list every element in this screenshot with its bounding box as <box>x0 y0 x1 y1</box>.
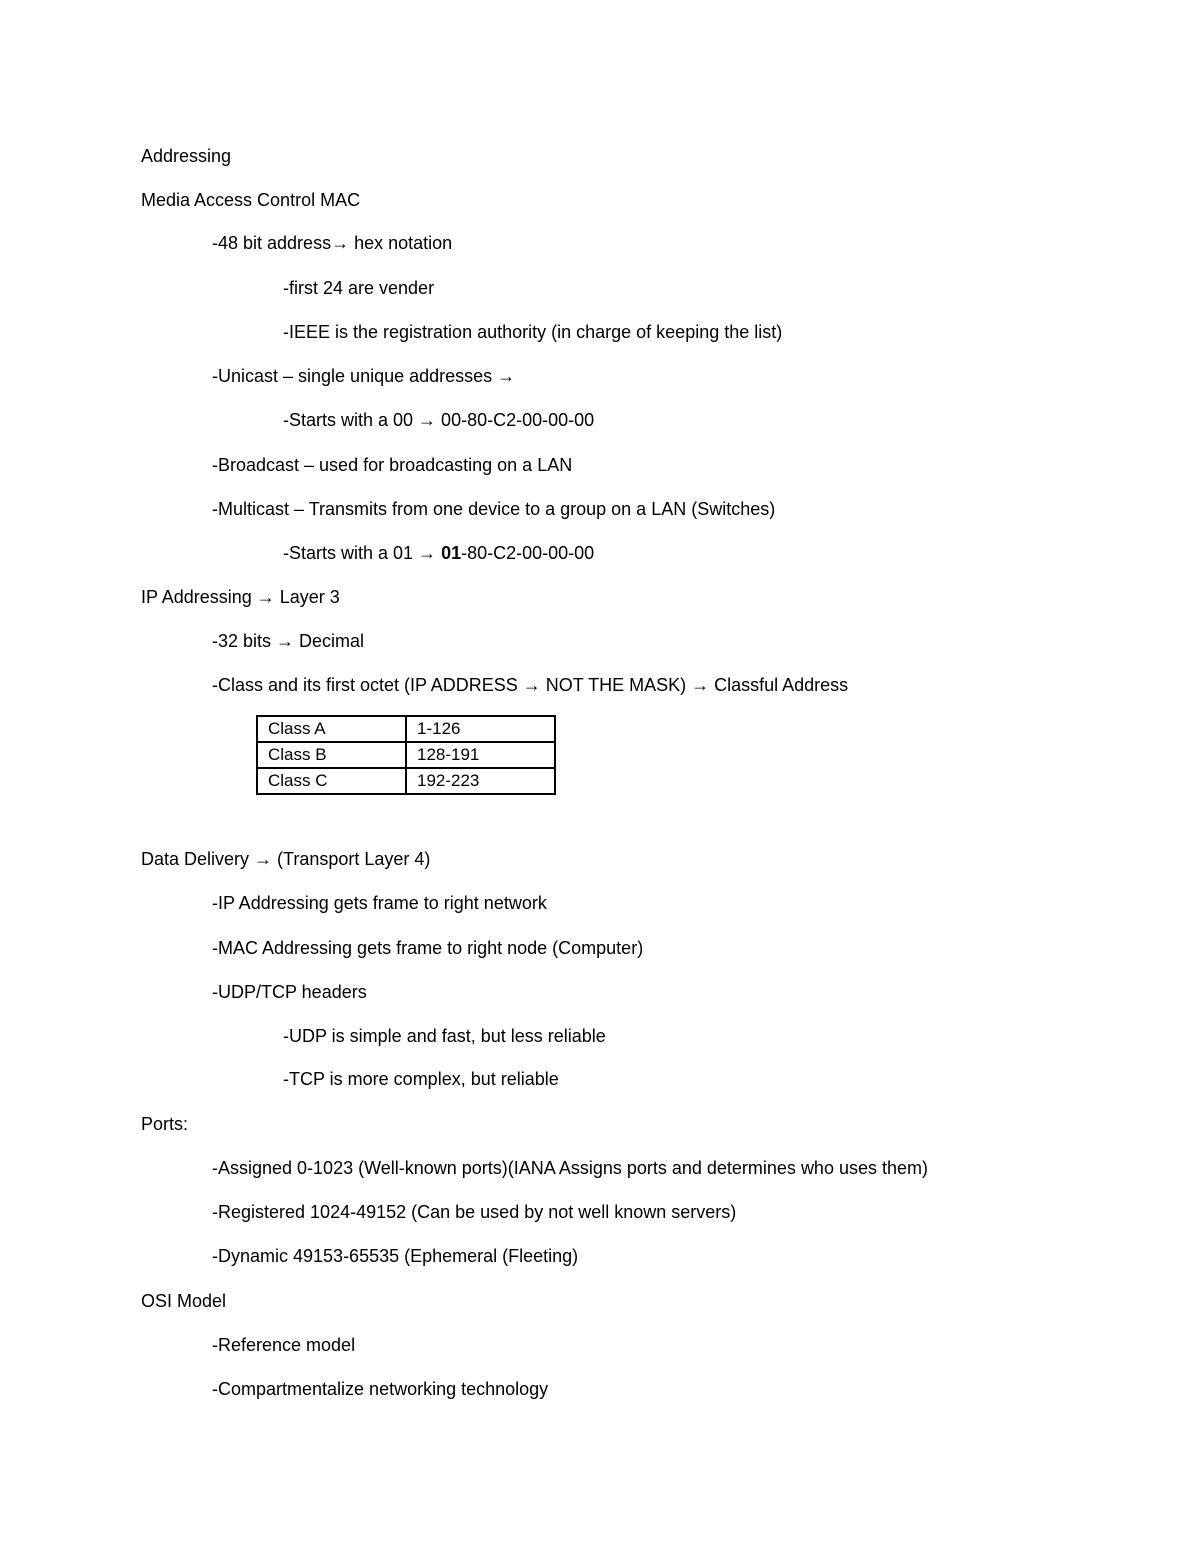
text-line: -Registered 1024-49152 (Can be used by not well known servers) <box>212 1202 737 1222</box>
text-line: -MAC Addressing gets frame to right node (Computer) <box>212 938 644 958</box>
text-line: -Assigned 0-1023 (Well-known ports)(IANA Assigns ports and determines who uses them) <box>212 1158 928 1178</box>
heading-addressing: Addressing <box>141 146 232 166</box>
table-cell: 1-126 <box>406 716 555 742</box>
text-line: -Class and its first octet (IP ADDRESS → NOT THE MASK) → Classful Address <box>212 675 849 695</box>
class-table <box>256 715 556 795</box>
text-line: -first 24 are vender <box>283 278 435 298</box>
text-line: -48 bit address→ hex notation <box>212 233 453 253</box>
bold-prefix: 01 <box>441 543 462 563</box>
multicast-example-line <box>283 541 594 565</box>
text-line: -32 bits → Decimal <box>212 631 365 651</box>
text-line: -UDP/TCP headers <box>212 982 367 1002</box>
text-segment: -Starts with a 01 → <box>283 543 442 563</box>
table-cell: 192-223 <box>406 768 555 794</box>
text-line: -Reference model <box>212 1335 356 1355</box>
table-cell: Class A <box>257 716 406 742</box>
heading-ip-addressing: IP Addressing → Layer 3 <box>141 587 340 607</box>
heading-mac: Media Access Control MAC <box>141 190 361 210</box>
table-cell: Class C <box>257 768 406 794</box>
table-row <box>257 768 555 794</box>
text-line: -UDP is simple and fast, but less reliable <box>283 1026 606 1046</box>
heading-ports: Ports: <box>141 1114 189 1134</box>
table-cell: Class B <box>257 742 406 768</box>
text-line: -IP Addressing gets frame to right network <box>212 893 547 913</box>
text-line: -IEEE is the registration authority (in charge of keeping the list) <box>283 322 783 342</box>
text-line: -Compartmentalize networking technology <box>212 1379 549 1399</box>
text-line: -Starts with a 00 → 00-80-C2-00-00-00 <box>283 410 595 430</box>
text-line: -TCP is more complex, but reliable <box>283 1069 559 1089</box>
text-line: -Dynamic 49153-65535 (Ephemeral (Fleeting) <box>212 1246 579 1266</box>
text-segment: -80-C2-00-00-00 <box>461 543 595 563</box>
text-line: -Multicast – Transmits from one device to a group on a LAN (Switches) <box>212 499 776 519</box>
table-cell: 128-191 <box>406 742 555 768</box>
text-line: -Broadcast – used for broadcasting on a LAN <box>212 455 573 475</box>
table-row <box>257 716 555 742</box>
table-row <box>257 742 555 768</box>
text-line: -Unicast – single unique addresses → <box>212 366 516 386</box>
heading-osi-model: OSI Model <box>141 1291 227 1311</box>
heading-data-delivery: Data Delivery → (Transport Layer 4) <box>141 849 431 869</box>
